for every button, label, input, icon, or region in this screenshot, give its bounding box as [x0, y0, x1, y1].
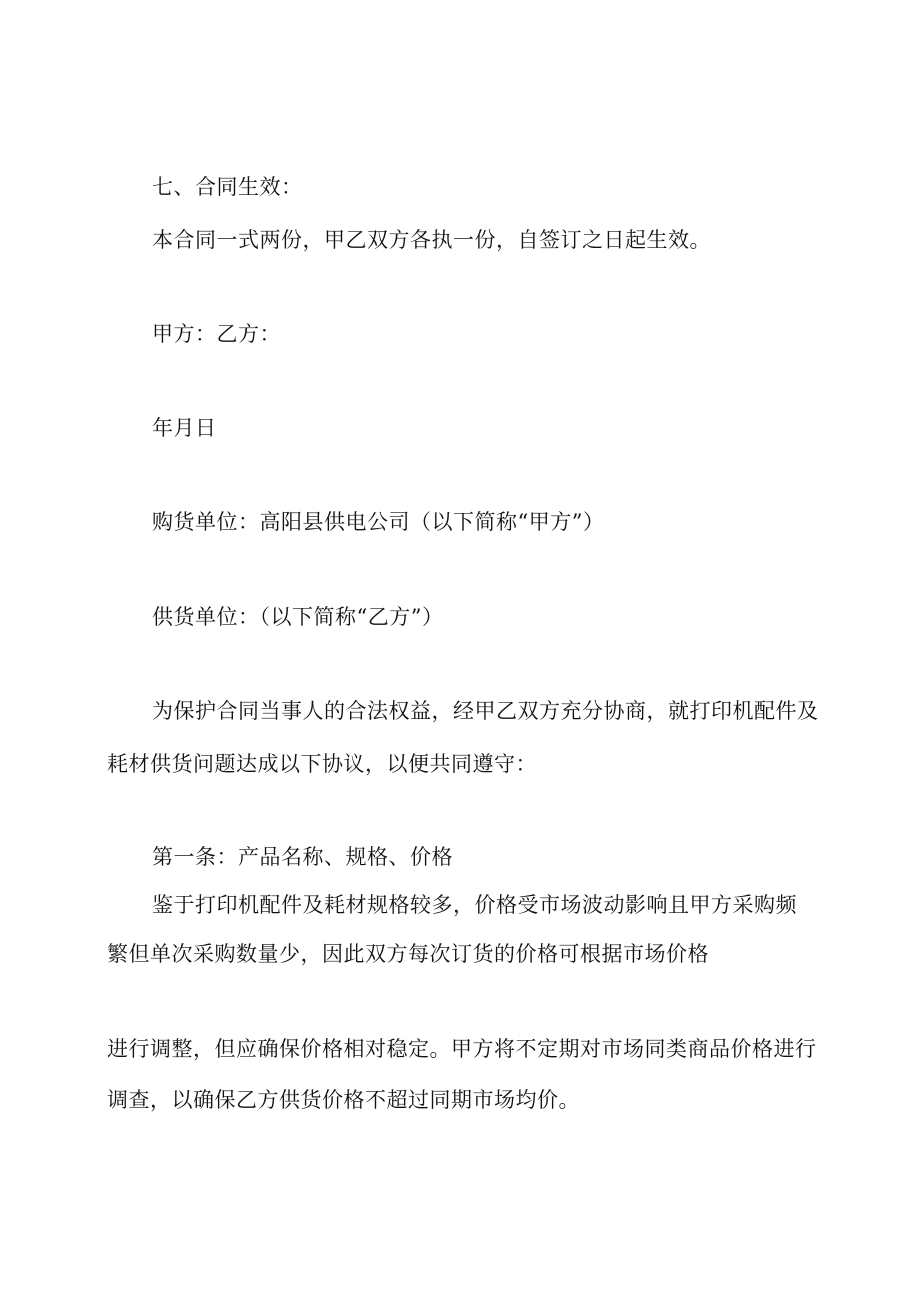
article-one-title: 第一条：产品名称、规格、价格: [152, 845, 453, 869]
section-title: 七、合同生效：: [152, 175, 303, 199]
article-one-body-line-3: 进行调整，但应确保价格相对稳定。甲方将不定期对市场同类商品价格进行: [107, 1037, 817, 1061]
buyer-line: 购货单位：高阳县供电公司（以下简称“甲方”）: [152, 510, 605, 534]
date-line: 年月日: [152, 416, 217, 440]
supplier-line: 供货单位：（以下简称“乙方”）: [152, 605, 444, 629]
article-one-body-line-4: 调查，以确保乙方供货价格不超过同期市场均价。: [107, 1088, 580, 1112]
preamble-line-2: 耗材供货问题达成以下协议，以便共同遵守：: [107, 752, 537, 776]
article-one-body-line-1: 鉴于打印机配件及耗材规格较多，价格受市场波动影响且甲方采购频: [152, 893, 797, 917]
article-one-body-line-2: 繁但单次采购数量少，因此双方每次订货的价格可根据市场价格: [107, 942, 709, 966]
signature-line: 甲方：乙方：: [152, 322, 281, 346]
effect-text: 本合同一式两份，甲乙双方各执一份，自签订之日起生效。: [152, 228, 711, 252]
preamble-line-1: 为保护合同当事人的合法权益，经甲乙双方充分协商，就打印机配件及: [152, 699, 819, 723]
